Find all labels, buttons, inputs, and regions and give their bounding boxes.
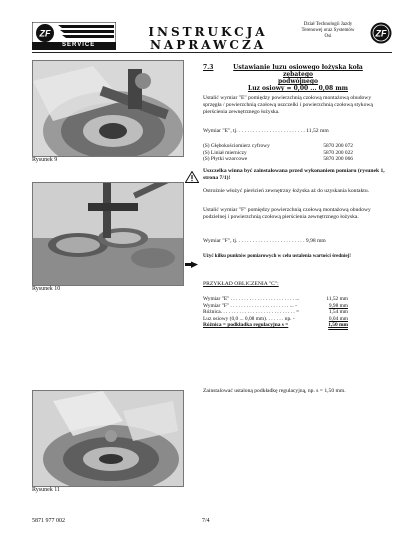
tool-row [203,156,353,163]
tool-row [203,143,353,150]
paragraph-measure-e: Ustalić wymiar "E" pomiędzy powierzchnią czołową montażową obudowy sprzęgła / powierzchnią czołową uszczelki i powierzchnią czołową stykową pierścienia zewnętrznego łożyska. [203,95,373,115]
service-label: SERVICE [62,42,96,48]
calc-value: 0,04 mm [328,315,348,322]
zf-service-logo [32,22,116,50]
footer-page-number: 7/4 [202,518,210,524]
title-line-1: INSTRUKCJA [148,25,268,39]
calc-value: 11,52 mm [326,296,348,302]
page-title [133,26,283,52]
example-heading: PRZYKŁAD OBLICZENIA "C": [203,281,279,287]
department-text [288,22,368,40]
tool-name: (S) Liniał mierniczy [203,149,247,156]
calc-result-value: 1,50 mm [328,322,348,329]
paragraph-insert-ring: Ostrożnie włożyć pierścień zewnętrzny łożyska aż do uzyskania kontaktu. [203,188,370,194]
zf-logo-icon [370,22,392,44]
department-line-3: Osi [324,34,332,39]
calc-value: 1,54 mm [328,309,348,316]
pointing-hand-icon [185,254,199,273]
tool-name: (S) Płytki wzorcowe [203,156,248,163]
figure-9-photo [32,60,184,157]
dimension-e: Wymiar "E", tj. . . . . . . . . . . . . . . . . . . . . . . . . 11,52 mm [203,128,329,134]
calc-row [203,316,348,323]
dimension-f: Wymiar "F", tj. . . . . . . . . . . . . . . . . . . . . . . . . 9,98 mm [203,238,326,244]
tool-list [203,143,353,163]
tool-name: (S) Głębokościomierz cyfrowy [203,143,270,149]
svg-text:ZF: ZF [39,28,51,39]
calc-value: 9,98 mm [328,302,348,309]
figure-11-caption: Rysunek 11 [32,487,61,493]
figure-10-caption: Rysunek 10 [32,286,61,292]
calc-row [203,309,348,316]
figure-9-caption: Rysunek 9 [32,157,58,163]
calc-label: Wymiar "F" . . . . . . . . . . . . . . . . . . . . . . ... - [203,302,297,309]
calc-row [203,296,348,303]
warning-text: Uszczelka winna być zainstalowana przed wykonaniem pomiaru (rysunek 1, strona 7/1)! [203,168,385,181]
figure-10-photo [32,182,184,286]
section-title-line-1: Ustawianie luzu osiowego łożyska koła zębatego [233,64,363,78]
note-text: Użyć kilku punktów pomiarowych w celu ustalenia wartości średniej! [203,254,351,259]
department-line-2: Terenowej oraz Systemów [301,28,355,33]
department-line-1: Dział Technologii Jazdy [303,22,353,27]
section-title [223,64,373,92]
paragraph-install-shim: Zainstalować ustaloną podkładkę regulacyjną, np. s = 1,50 mm. [203,388,346,394]
section-title-line-2: podwójnego [277,78,319,85]
tool-code: 5870 200 066 [323,156,353,163]
section-number: 7.3 [203,64,214,71]
calc-label: Różnica. . . . . . . . . . . . . . . . . . . . . . . . . . . . = [203,309,300,316]
tool-code: 5870 200 022 [323,149,353,156]
example-calculation [203,296,348,329]
calc-label: Luz osiowy (0,0 ... 0,08 mm). . . . . . . np. - [203,315,295,322]
calc-row [203,303,348,310]
figure-11-photo [32,390,184,487]
section-title-line-3: Luz osiowy = 0,00 ... 0,08 mm [247,85,349,92]
header-divider [32,52,392,53]
footer-doc-number: 5871 977 002 [32,518,65,524]
title-line-2: NAPRAWCZA [149,38,267,52]
svg-text:ZF: ZF [375,28,387,39]
calc-result-label: Różnica = podkładka regulacyjna s = [203,322,289,329]
calc-label: Wymiar "E" . . . . . . . . . . . . . . . . . . . . . . . . ... [203,296,300,302]
paragraph-measure-f: Ustalić wymiar "F" pomiędzy powierzchnią czołową montażową obudowy podzielnej i powierzchnią czołową pierścienia zewnętrznego łożyska. [203,207,371,220]
tool-code: 5870 200 072 [323,143,353,149]
calc-result-row [203,322,348,329]
warning-triangle-icon [185,168,199,187]
